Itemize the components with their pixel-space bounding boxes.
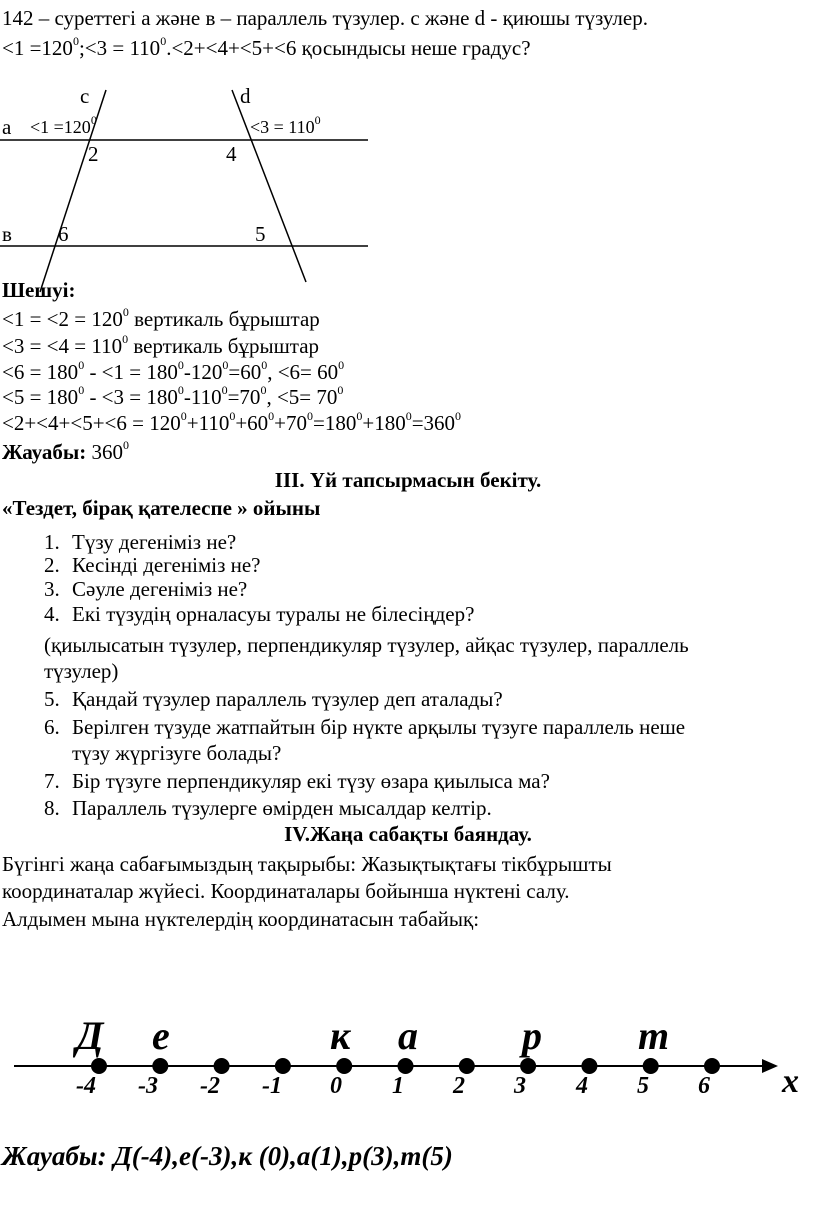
number-line-point <box>643 1058 659 1074</box>
list-number: 2. <box>44 553 60 577</box>
number-line-point <box>704 1058 720 1074</box>
tick-label: 2 <box>453 1073 465 1099</box>
tick-label: -4 <box>76 1073 96 1099</box>
game-title: «Тездет, бірақ қателеспе » ойыны <box>2 496 321 520</box>
angle-4-label: 4 <box>226 142 237 166</box>
number-line-point <box>91 1058 107 1074</box>
number-line-point <box>336 1058 352 1074</box>
list-item: Параллель түзулерге өмірден мысалдар келтір. <box>72 796 492 820</box>
angle-2-label: 2 <box>88 142 99 166</box>
letter-e: е <box>152 1013 170 1058</box>
number-line-point <box>581 1058 597 1074</box>
paragraph-line-3: Алдымен мына нүктелердің координатасын табайық: <box>2 907 480 931</box>
letter-t: т <box>638 1013 670 1058</box>
label-c: c <box>80 84 90 108</box>
solution-line-4: $<5 = 180^0 - <3 = 180^0-110^0=70^0$, $<5= 70^0$ <box>2 383 344 409</box>
tick-label: 1 <box>392 1073 404 1099</box>
solution-line-5: $<2+<4+<5+<6 = 120^0+110^0+60^0+70^0=180^0+180^0=360^0$ <box>2 409 462 435</box>
number-line-point <box>152 1058 168 1074</box>
tick-label: -2 <box>200 1073 220 1099</box>
list-item: Кесінді дегеніміз не? <box>72 553 261 577</box>
arrow-icon <box>762 1059 778 1073</box>
list-number: 4. <box>44 602 60 626</box>
letter-a: а <box>398 1013 418 1058</box>
angle-6-label: 6 <box>58 222 69 246</box>
tick-label: -1 <box>262 1073 282 1099</box>
number-line-point <box>398 1058 414 1074</box>
list-item-4-extra: (қиылысатын түзулер, перпендикуляр түзулер, айқас түзулер, параллель <box>44 633 689 657</box>
number-line-point <box>275 1058 291 1074</box>
list-item: Сәуле дегеніміз не? <box>72 577 248 601</box>
label-d: d <box>240 84 251 108</box>
tick-label: 4 <box>576 1073 588 1099</box>
final-answer: Жауабы: Д(-4),е(-3),к (0),а(1),р(3),т(5) <box>2 1141 453 1171</box>
solution-title: Шешуі: <box>2 278 76 302</box>
tick-label: 3 <box>514 1073 526 1099</box>
paragraph-line-1: Бүгінгі жаңа сабағымыздың тақырыбы: Жазықтықтағы тікбұрышты <box>2 852 612 876</box>
problem-line-1: 142 – суреттегі а және в – параллель түзулер. с және d - қиюшы түзулер. <box>2 6 648 30</box>
list-number: 8. <box>44 796 60 820</box>
paragraph-line-2: координаталар жүйесі. Координаталары бойынша нүктені салу. <box>2 879 570 903</box>
list-number: 5. <box>44 687 60 711</box>
section-4-title: IV.Жаңа сабақты баяндау. <box>284 822 532 846</box>
problem-line-2: $<1 =120^0;<3 = 110^0.<2+<4+<5+<6$ қосындысы неше градус? <box>2 34 531 60</box>
label-v: в <box>2 222 12 246</box>
letter-k: к <box>330 1013 351 1058</box>
list-number: 6. <box>44 715 60 739</box>
number-line-point <box>459 1058 475 1074</box>
tick-label: 5 <box>637 1073 649 1099</box>
letter-r: р <box>522 1013 542 1058</box>
list-number: 7. <box>44 769 60 793</box>
list-item: Берілген түзуде жатпайтын бір нүкте арқылы түзуге параллель неше <box>72 715 686 739</box>
list-item-4-extra-2: түзулер) <box>44 659 119 683</box>
number-line-point <box>214 1058 230 1074</box>
tick-label: 6 <box>698 1073 710 1099</box>
list-item: Түзу дегеніміз не? <box>72 530 237 554</box>
list-item: Бір түзуге перпендикуляр екі түзу өзара қиылыса ма? <box>72 769 550 793</box>
list-number: 3. <box>44 577 60 601</box>
solution-line-1: $<1 = <2 = 120^0$ вертикаль бұрыштар <box>2 305 320 331</box>
number-line-point <box>520 1058 536 1074</box>
solution-line-2: $<3 = <4 = 110^0$ вертикаль бұрыштар <box>2 332 320 358</box>
tick-label: 0 <box>330 1073 342 1099</box>
list-item: Қандай түзулер параллель түзулер деп аталады? <box>72 687 503 711</box>
list-item: Екі түзудің орналасуы туралы не білесіңдер? <box>72 602 475 626</box>
label-a: a <box>2 115 12 139</box>
list-number: 1. <box>44 530 60 554</box>
list-item-6-cont: түзу жүргізуге болады? <box>72 741 282 765</box>
solution-answer: Жауабы: $360^0$ <box>2 438 130 464</box>
axis-label-x: x <box>782 1063 799 1100</box>
angle-3-label: $<3 = 110^0$ <box>250 113 321 137</box>
section-3-title: ІІІ. Үй тапсырмасын бекіту. <box>274 468 542 492</box>
solution-line-3: $<6 = 180^0 - <1 = 180^0-120^0=60^0$, $<6= 60^0$ <box>2 358 345 384</box>
letter-D: Д <box>76 1013 104 1058</box>
tick-label: -3 <box>138 1073 158 1099</box>
angle-1-label: $<1 =120^0$ <box>30 113 97 137</box>
angle-5-label: 5 <box>255 222 266 246</box>
